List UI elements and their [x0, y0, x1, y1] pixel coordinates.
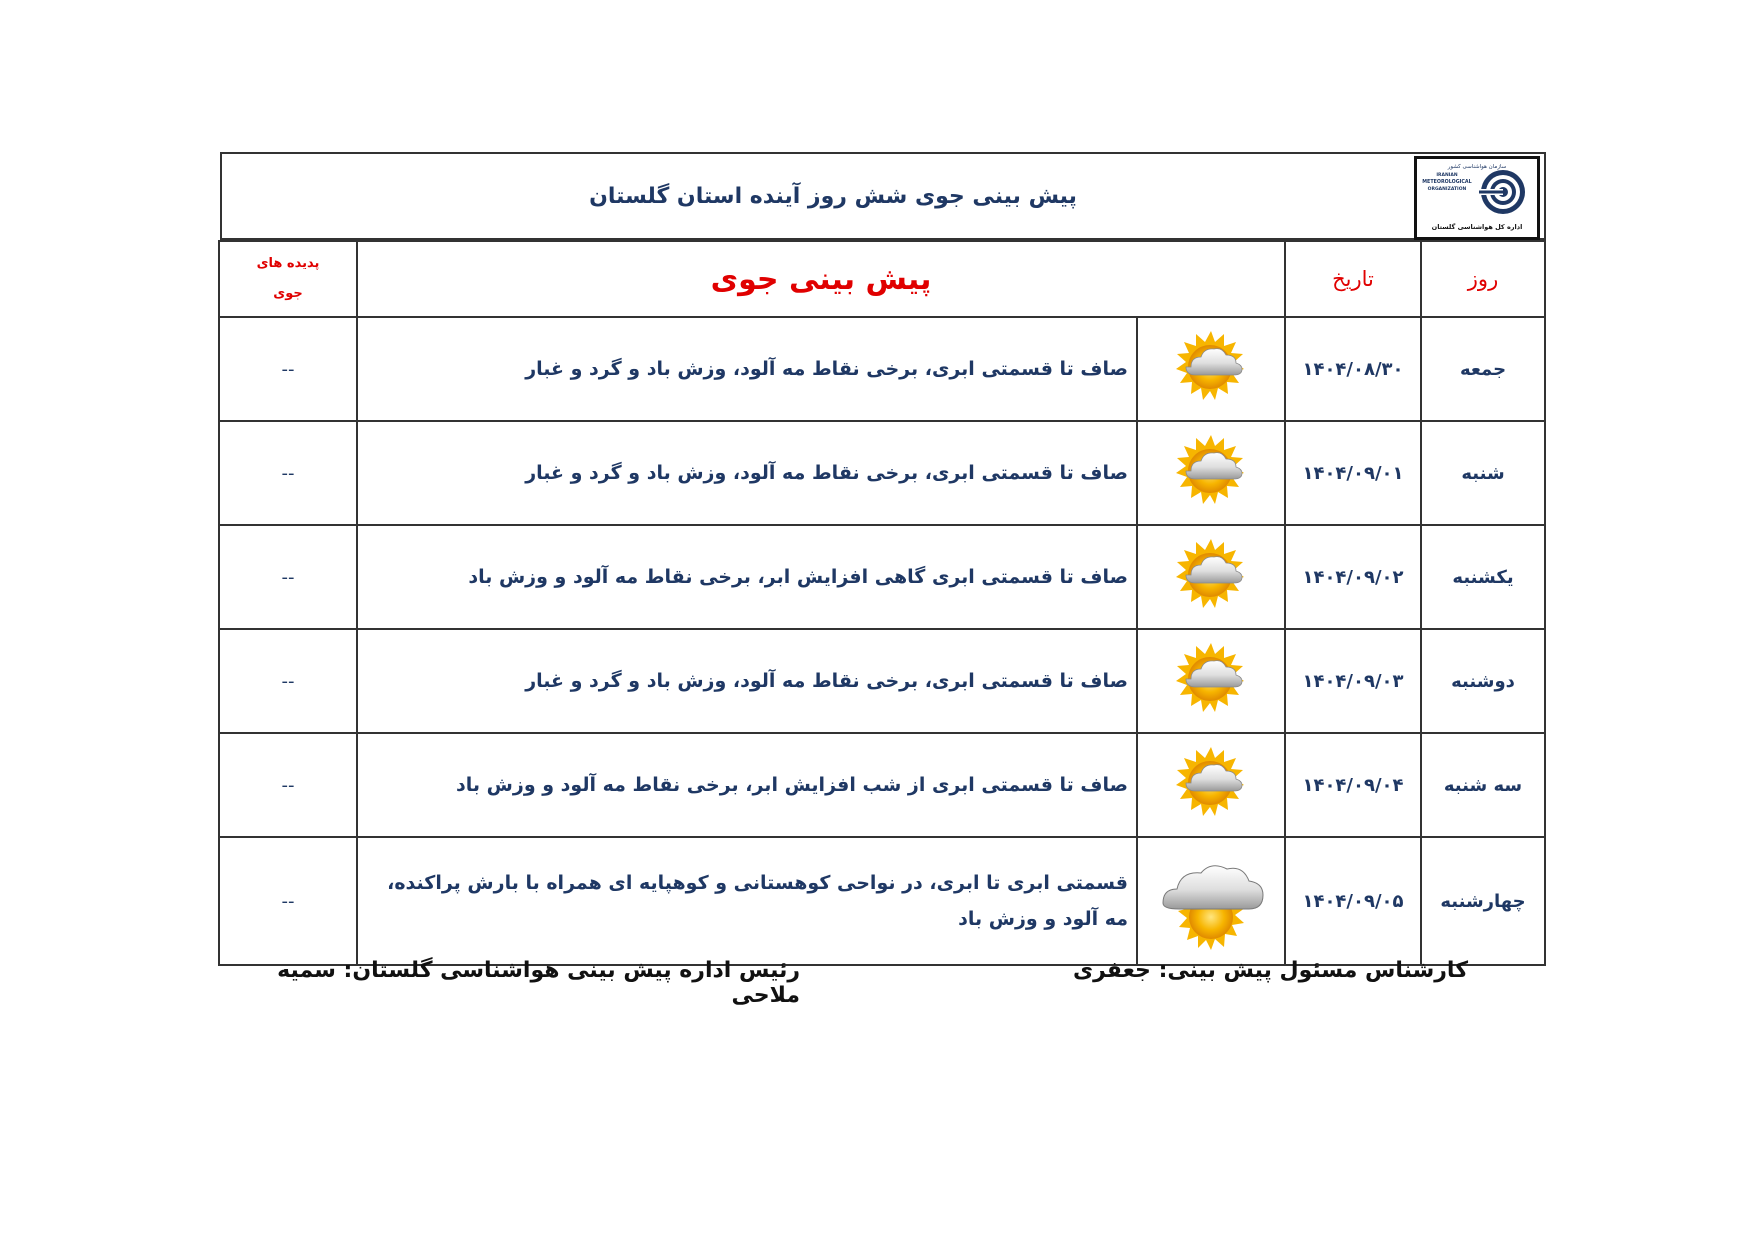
row-forecast-text [357, 629, 1137, 733]
row-day: جمعه [1421, 317, 1545, 421]
column-header-day: روز [1421, 241, 1545, 317]
logo-en-line3: ORGANIZATION [1427, 187, 1467, 192]
row-day: سه شنبه [1421, 733, 1545, 837]
row-forecast-line1: قسمتی ابری تا ابری، در نواحی کوهستانی و کوهپایه ای همراه با بارش پراکنده، [387, 872, 1128, 894]
row-forecast-text [357, 317, 1137, 421]
row-hazard: -- [219, 629, 357, 733]
logo-en-line1: IRANIAN [1436, 173, 1458, 178]
row-forecast-line1: صاف تا قسمتی ابری گاهی افزایش ابر، برخی نقاط مه آلود و وزش باد [468, 566, 1128, 588]
table-row [219, 629, 1545, 733]
row-day: یکشنبه [1421, 525, 1545, 629]
row-day: چهارشنبه [1421, 837, 1545, 965]
column-header-hazards-line1: پدیده های [256, 256, 320, 271]
logo-bottom-text: اداره کل هواشناسی گلستان [1431, 223, 1523, 231]
column-header-date: تاریخ [1285, 241, 1421, 317]
table-row [219, 317, 1545, 421]
meteorological-organization-logo [1414, 156, 1540, 240]
logo-en-line2: METEOROLOGICAL [1422, 180, 1472, 185]
logo-swirl-icon [1473, 170, 1525, 214]
logo-top-text: سازمان هواشناسی کشور [1447, 164, 1507, 170]
row-date: ۱۴۰۴/۰۸/۳۰ [1285, 317, 1421, 421]
forecast-table [218, 240, 1546, 966]
row-date: ۱۴۰۴/۰۹/۰۱ [1285, 421, 1421, 525]
table-row [219, 525, 1545, 629]
row-forecast-text [357, 837, 1137, 965]
table-row [219, 733, 1545, 837]
row-hazard: -- [219, 733, 357, 837]
footer-head: رئیس اداره پیش بینی هواشناسی گلستان: سمیه ملاحی [277, 958, 800, 1008]
table-row [219, 837, 1545, 965]
row-forecast-text [357, 525, 1137, 629]
row-forecast-text [357, 421, 1137, 525]
page-title: پیش بینی جوی شش روز آینده استان گلستان [589, 183, 1077, 209]
partly-cloudy-sun-icon [1161, 329, 1261, 409]
table-header-row [219, 241, 1545, 317]
table-row [219, 421, 1545, 525]
row-hazard: -- [219, 525, 357, 629]
partly-cloudy-sun-icon [1161, 433, 1261, 513]
cloudy-sun-icon [1153, 851, 1269, 951]
forecast-sheet [220, 152, 1546, 966]
partly-cloudy-sun-icon [1161, 537, 1261, 617]
column-header-hazards-line2: جوی [273, 286, 303, 301]
title-box [220, 152, 1546, 240]
row-forecast-text [357, 733, 1137, 837]
row-hazard: -- [219, 837, 357, 965]
row-forecast-line1: صاف تا قسمتی ابری از شب افزایش ابر، برخی نقاط مه آلود و وزش باد [456, 774, 1128, 796]
partly-cloudy-sun-icon [1161, 745, 1261, 825]
row-hazard: -- [219, 317, 357, 421]
row-date: ۱۴۰۴/۰۹/۰۴ [1285, 733, 1421, 837]
footer [220, 958, 1546, 1008]
row-forecast-line2: مه آلود و وزش باد [958, 908, 1128, 930]
row-day: شنبه [1421, 421, 1545, 525]
row-hazard: -- [219, 421, 357, 525]
row-forecast-line1: صاف تا قسمتی ابری، برخی نقاط مه آلود، وزش باد و گرد و غبار [525, 462, 1128, 484]
row-forecast-line1: صاف تا قسمتی ابری، برخی نقاط مه آلود، وزش باد و گرد و غبار [525, 358, 1128, 380]
column-header-hazards [219, 241, 357, 317]
column-header-forecast: پیش بینی جوی [357, 241, 1285, 317]
footer-expert: کارشناس مسئول پیش بینی: جعفری [1072, 958, 1468, 983]
row-forecast-line1: صاف تا قسمتی ابری، برخی نقاط مه آلود، وزش باد و گرد و غبار [525, 670, 1128, 692]
row-date: ۱۴۰۴/۰۹/۰۳ [1285, 629, 1421, 733]
row-day: دوشنبه [1421, 629, 1545, 733]
row-date: ۱۴۰۴/۰۹/۰۵ [1285, 837, 1421, 965]
partly-cloudy-sun-icon [1161, 641, 1261, 721]
row-date: ۱۴۰۴/۰۹/۰۲ [1285, 525, 1421, 629]
